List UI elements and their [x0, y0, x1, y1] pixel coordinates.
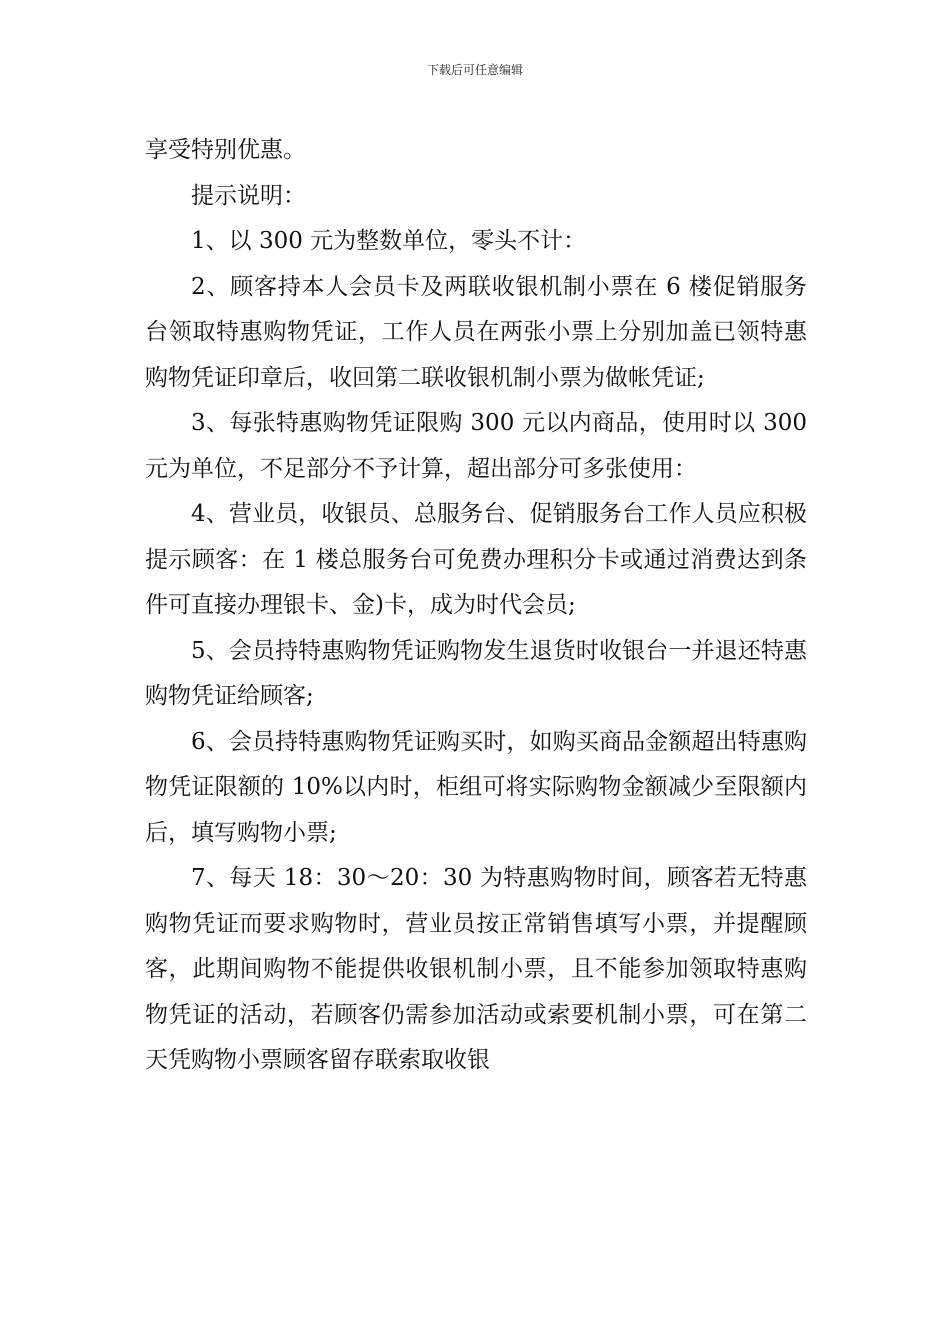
- page-header: 下载后可任意编辑: [426, 63, 523, 77]
- paragraph-item-6: 6、会员持特惠购物凭证购买时，如购买商品金额超出特惠购物凭证限额的 10%以内时，柜组可将实际购物金额减少至限额内后，填写购物小票;: [145, 728, 807, 846]
- paragraph-intro-tail: 享受特别优惠。: [145, 137, 306, 163]
- paragraph-notes-heading: 提示说明：: [191, 182, 306, 209]
- paragraph-item-5: 5、会员持特惠购物凭证购物发生退货时收银台一并退还特惠购物凭证给顾客;: [145, 637, 807, 709]
- paragraph-item-4: 4、营业员，收银员、总服务台、促销服务台工作人员应积极提示顾客：在 1 楼总服务台可免费办理积分卡或通过消费达到条件可直接办理银卡、金)卡，成为时代会员;: [145, 501, 807, 618]
- document-body: [145, 128, 807, 1084]
- paragraph-item-2: 2、顾客持本人会员卡及两联收银机制小票在 6 楼促销服务台领取特惠购物凭证，工作人员在两张小票上分别加盖已领特惠购物凭证印章后，收回第二联收银机制小票为做帐凭证;: [145, 273, 807, 391]
- paragraph-item-3: 3、每张特惠购物凭证限购 300 元以内商品，使用时以 300 元为单位，不足部分不予计算，超出部分可多张使用：: [145, 410, 807, 482]
- paragraph-item-1: 1、以 300 元为整数单位，零头不计：: [191, 228, 587, 254]
- paragraph-item-7: 7、每天 18：30～20：30 为特惠购物时间，顾客若无特惠购物凭证而要求购物时，营业员按正常销售填写小票，并提醒顾客，此期间购物不能提供收银机制小票，且不能参加领取特惠购物凭证的活动，若顾客仍需参加活动或索要机制小票，可在第二天凭购物小票顾客留存联索取收银: [145, 865, 807, 1073]
